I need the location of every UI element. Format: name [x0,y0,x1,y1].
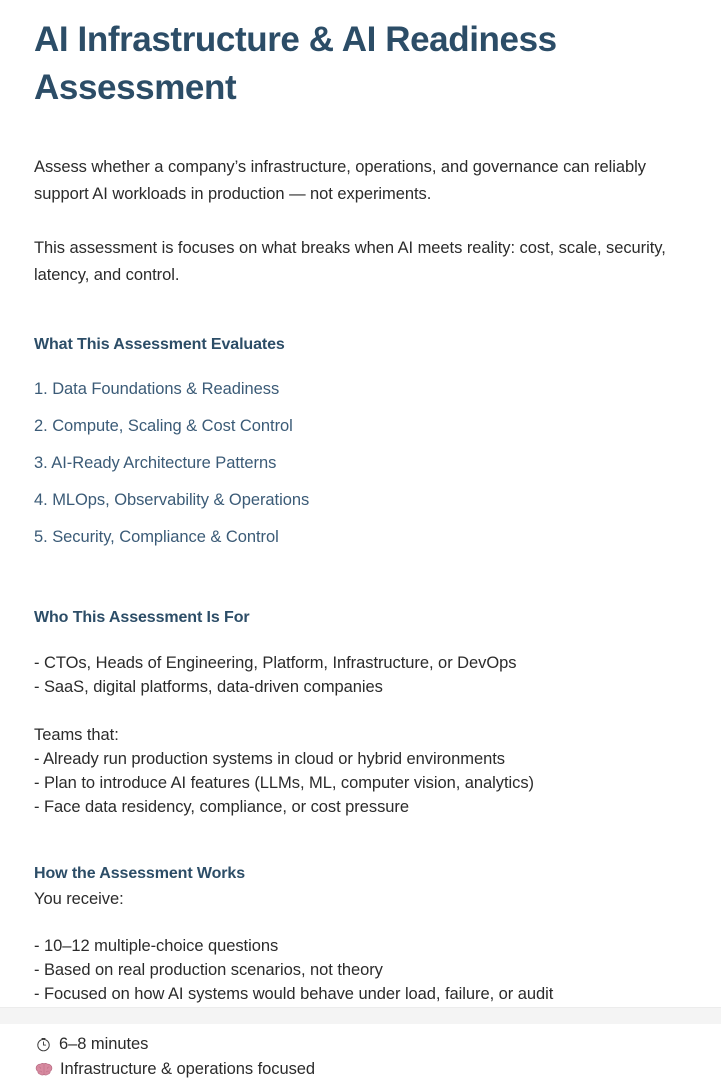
page-bottom-edge [0,1007,721,1024]
meta-focus-label: Infrastructure & operations focused [60,1060,316,1078]
evaluates-list [34,378,699,548]
list-item: - 10–12 multiple-choice questions [34,937,279,955]
audience-primary-list [34,651,699,699]
meta-duration-label: 6–8 minutes [59,1035,149,1053]
section-audience [34,607,699,819]
list-item: - SaaS, digital platforms, data-driven companies [34,678,383,696]
meta-focus-row [34,1057,697,1082]
list-item: - CTOs, Heads of Engineering, Platform, Infrastructure, or DevOps [34,654,517,672]
audience-teams-list [34,747,699,819]
page-title: AI Infrastructure & AI Readiness Assessment [34,20,557,107]
section-how-it-works [34,863,699,1006]
list-item: 1. Data Foundations & Readiness [34,380,280,398]
intro-paragraph-2: This assessment is focuses on what breaks when AI meets reality: cost, scale, security, latency, and control. [34,239,666,284]
meta-duration-row [34,1032,697,1057]
list-item: - Focused on how AI systems would behave under load, failure, or audit [34,985,554,1003]
works-heading: How the Assessment Works [34,865,245,882]
meta-block [34,1032,697,1082]
intro-block [34,154,699,289]
audience-teams-block [34,723,699,819]
list-item: - Already run production systems in cloud or hybrid environments [34,750,505,768]
list-item: - Plan to introduce AI features (LLMs, ML, computer vision, analytics) [34,774,534,792]
intro-paragraph-1: Assess whether a company’s infrastructure, operations, and governance can reliably support AI workloads in production — not experiments. [34,158,646,203]
list-item: 2. Compute, Scaling & Cost Control [34,417,293,435]
section-evaluates [34,334,699,548]
works-receive-label: You receive: [34,890,124,908]
audience-teams-label: Teams that: [34,726,119,744]
list-item: - Face data residency, compliance, or cost pressure [34,798,409,816]
brain-icon [34,1062,53,1077]
audience-heading: Who This Assessment Is For [34,609,250,626]
list-item: 5. Security, Compliance & Control [34,528,279,546]
list-item: 4. MLOps, Observability & Operations [34,491,310,509]
list-item: - Based on real production scenarios, not theory [34,961,383,979]
list-item: 3. AI-Ready Architecture Patterns [34,454,277,472]
evaluates-heading: What This Assessment Evaluates [34,336,285,353]
stopwatch-icon [34,1037,53,1052]
works-list [34,934,699,1006]
